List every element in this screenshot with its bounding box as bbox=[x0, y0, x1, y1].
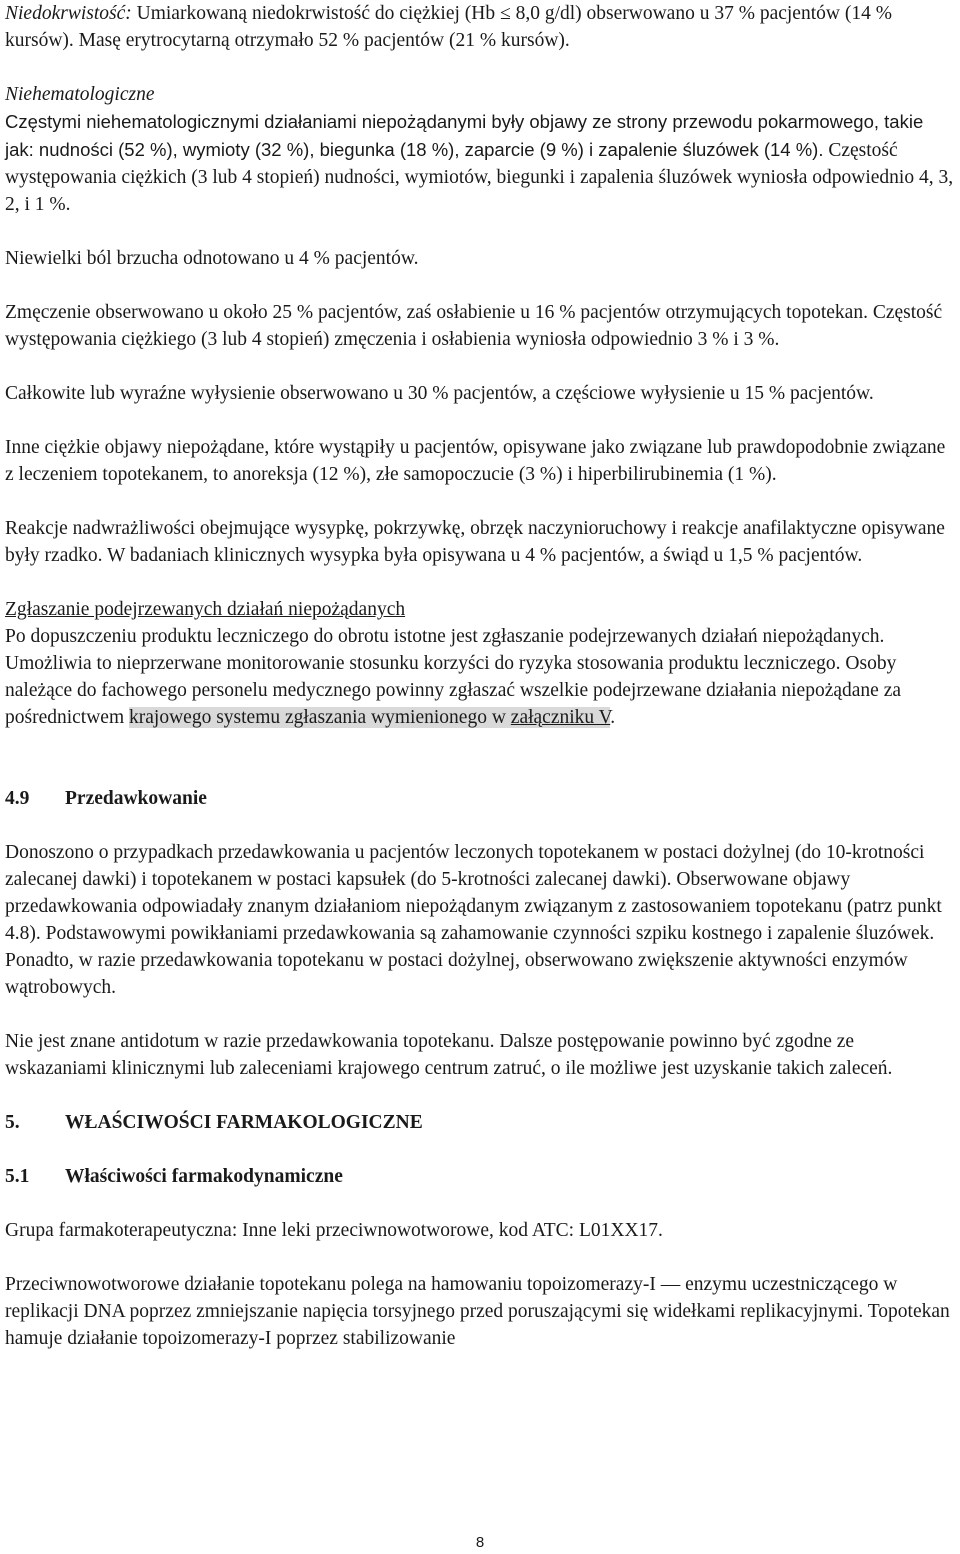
section-5-heading bbox=[5, 1109, 957, 1136]
anemia-label: Niedokrwistość: bbox=[5, 3, 132, 24]
section-5-title: WŁAŚCIWOŚCI FARMAKOLOGICZNE bbox=[65, 1112, 423, 1133]
section-5-1-title: Właściwości farmakodynamiczne bbox=[65, 1166, 343, 1187]
mechanism-paragraph: Przeciwnowotworowe działanie topotekanu polega na hamowaniu topoizomerazy-I — enzymu uczestniczącego w replikacji DNA poprzez zmniejszanie napięcia torsyjnego przed poruszającymi się widełkami replikacyjnymi. Topotekan hamuje działanie topoizomerazy-I poprzez stabilizowanie bbox=[5, 1274, 950, 1349]
other-severe-paragraph: Inne ciężkie objawy niepożądane, które wystąpiły u pacjentów, opisywane jako związane lub prawdopodobnie związane z leczeniem topotekanem, to anoreksja (12 %), złe samopoczucie (3 %) i hiperbilirubinemia (1 %). bbox=[5, 437, 946, 485]
page-number: 8 bbox=[475, 1534, 485, 1551]
national-system-highlight: krajowego systemu zgłaszania wymienionego w bbox=[129, 707, 511, 728]
fatigue-paragraph: Zmęczenie obserwowano u około 25 % pacjentów, zaś osłabienie u 16 % pacjentów otrzymujących topotekan. Częstość występowania ciężkiego (3 lub 4 stopień) zmęczenia i osłabienia wyniosła odpowiednio 3 % i 3 %. bbox=[5, 302, 943, 350]
pharmacotherapeutic-group-paragraph: Grupa farmakoterapeutyczna: Inne leki przeciwnowotworowe, kod ATC: L01XX17. bbox=[5, 1220, 663, 1241]
overdose-section-title: Przedawkowanie bbox=[65, 788, 207, 809]
nonhem-paragraph bbox=[5, 108, 957, 218]
reporting-text: Po dopuszczeniu produktu leczniczego do obrotu istotne jest zgłaszanie podejrzewanych działań niepożądanych. Umożliwia to nieprzerwane monitorowanie stosunku korzyści do ryzyka stosowania produktu leczniczego. Osoby należące do fachowego personelu medycznego powinny zgłaszać wszelkie podejrzewane działania niepożądane za pośrednictwem bbox=[5, 626, 902, 728]
overdose-section-number: 4.9 bbox=[5, 788, 30, 809]
less-equal-symbol: ≤ bbox=[499, 3, 511, 24]
overdose-paragraph-1: Donoszono o przypadkach przedawkowania u pacjentów leczonych topotekanem w postaci dożylnej (do 10-krotności zalecanej dawki) i topotekanem w postaci kapsułek (do 5-krotności zalecanej dawki). Obserwowane objawy przedawkowania odpowiadały znanym działaniom niepożądanym związanym z zastosowaniem topotekanu (patrz punkt 4.8). Podstawowymi powikłaniami przedawkowania są zahamowanie czynności szpiku kostnego i zapalenie śluzówek. Ponadto, w razie przedawkowania topotekanu w postaci dożylnej, obserwowano zwiększenie aktywności enzymów wątrobowych. bbox=[5, 842, 942, 998]
section-5-1-heading bbox=[5, 1163, 957, 1190]
hypersensitivity-paragraph: Reakcje nadwrażliwości obejmujące wysypkę, pokrzywkę, obrzęk naczynioruchowy i reakcje anafilaktyczne opisywane były rzadko. W badaniach klinicznych wysypka była opisywana u 4 % pacjentów, a świąd u 1,5 % pacjentów. bbox=[5, 518, 945, 566]
anemia-text-a: Umiarkowaną niedokrwistość do ciężkiej (Hb bbox=[131, 3, 500, 24]
alopecia-paragraph: Całkowite lub wyraźne wyłysienie obserwowano u 30 % pacjentów, a częściowe wyłysienie u 15 % pacjentów. bbox=[5, 383, 874, 404]
section-5-1-number: 5.1 bbox=[5, 1166, 30, 1187]
abdominal-pain-paragraph: Niewielki ból brzucha odnotowano u 4 % pacjentów. bbox=[5, 248, 419, 269]
annex-v-link[interactable]: załączniku V bbox=[510, 707, 611, 728]
reporting-heading: Zgłaszanie podejrzewanych działań niepożądanych bbox=[5, 599, 406, 620]
section-5-number: 5. bbox=[5, 1112, 20, 1133]
document-page bbox=[5, 0, 957, 1379]
anemia-text-b: 8,0 g/dl) obserwowano u 37 % pacjentów (14 % kursów). Masę erytrocytarną otrzymało 52 % pacjentów (21 % kursów). bbox=[5, 3, 892, 51]
overdose-heading bbox=[5, 785, 957, 812]
nonhem-gi-text: Częstymi niehematologicznymi działaniami niepożądanymi były objawy ze strony przewodu pokarmowego, takie jak: nudności (52 %), wymioty (32 %), biegunka (18 %), zaparcie (9 %) i zapalenie śluzówek (14 %). bbox=[5, 111, 924, 160]
overdose-paragraph-2: Nie jest znane antidotum w razie przedawkowania topotekanu. Dalsze postępowanie powinno być zgodne ze wskazaniami klinicznymi lub zaleceniami krajowego centrum zatruć, o ile możliwe jest uzyskanie takich zaleceń. bbox=[5, 1031, 893, 1079]
anemia-paragraph bbox=[5, 0, 957, 54]
reporting-end: . bbox=[610, 707, 616, 728]
nonhem-severity-text: Częstość występowania ciężkich (3 lub 4 stopień) nudności, wymiotów, biegunki i zapalenia śluzówek wyniosła odpowiednio 4, 3, 2, i 1 %. bbox=[5, 140, 954, 215]
reporting-paragraph bbox=[5, 623, 957, 731]
nonhem-heading: Niehematologiczne bbox=[5, 84, 155, 105]
